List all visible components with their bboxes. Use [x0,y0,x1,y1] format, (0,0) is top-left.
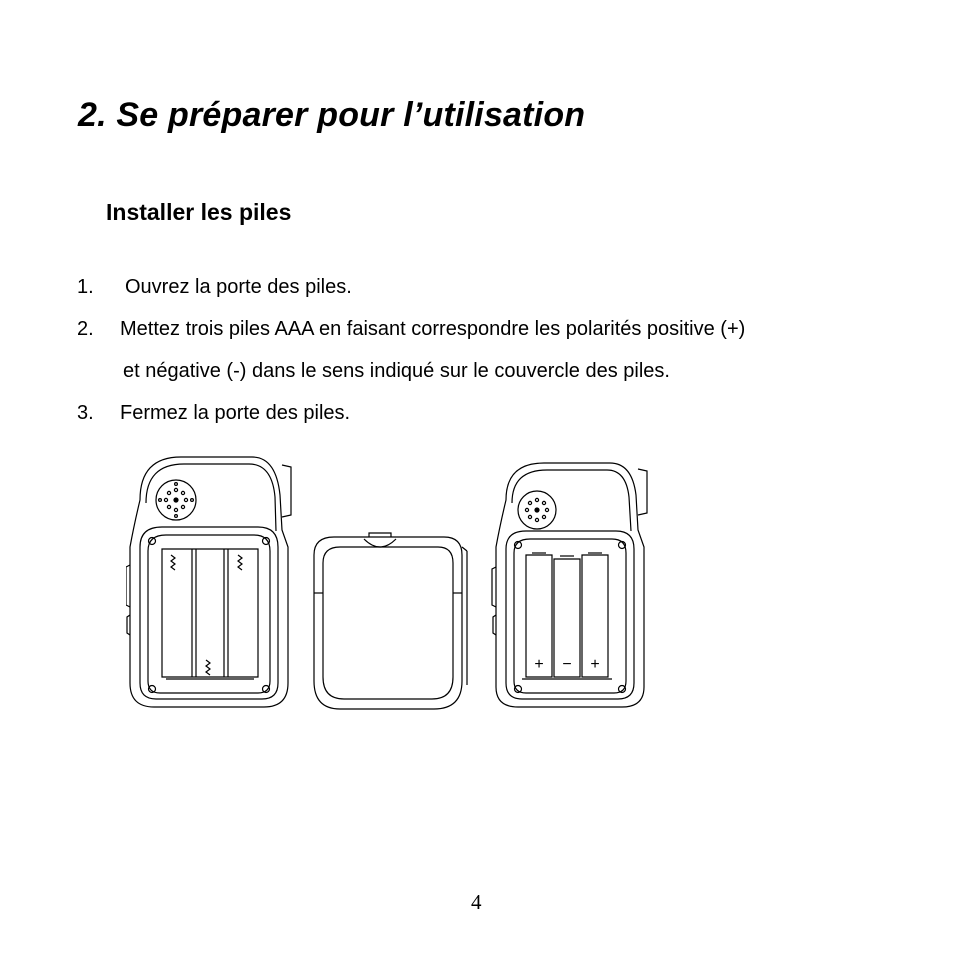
section-subtitle: Installer les piles [106,199,292,225]
polarity-minus: − [562,656,572,673]
step-number: 1. [77,276,94,298]
polarity-plus-left: + [534,656,544,673]
step-text: Fermez la porte des piles. [120,402,351,424]
speaker-grille-icon [156,480,196,520]
step-text: Ouvrez la porte des piles. [125,276,352,298]
speaker-grille-icon [518,491,556,529]
polarity-plus-right: + [590,656,600,673]
step-2-continuation: et négative (-) dans le sens indiqué sur le couvercle des piles. [123,360,670,382]
device-with-batteries-icon [492,463,647,707]
step-number: 2. [77,318,94,340]
battery-door-icon [314,533,467,709]
page-title: 2. Se préparer pour l’utilisation [78,96,586,134]
page-number: 4 [471,890,482,914]
step-text: Mettez trois piles AAA en faisant correspondre les polarités positive (+) [120,318,746,340]
device-open-empty-icon [126,457,291,707]
step-number: 3. [77,402,94,424]
battery-installation-figure [126,455,666,720]
